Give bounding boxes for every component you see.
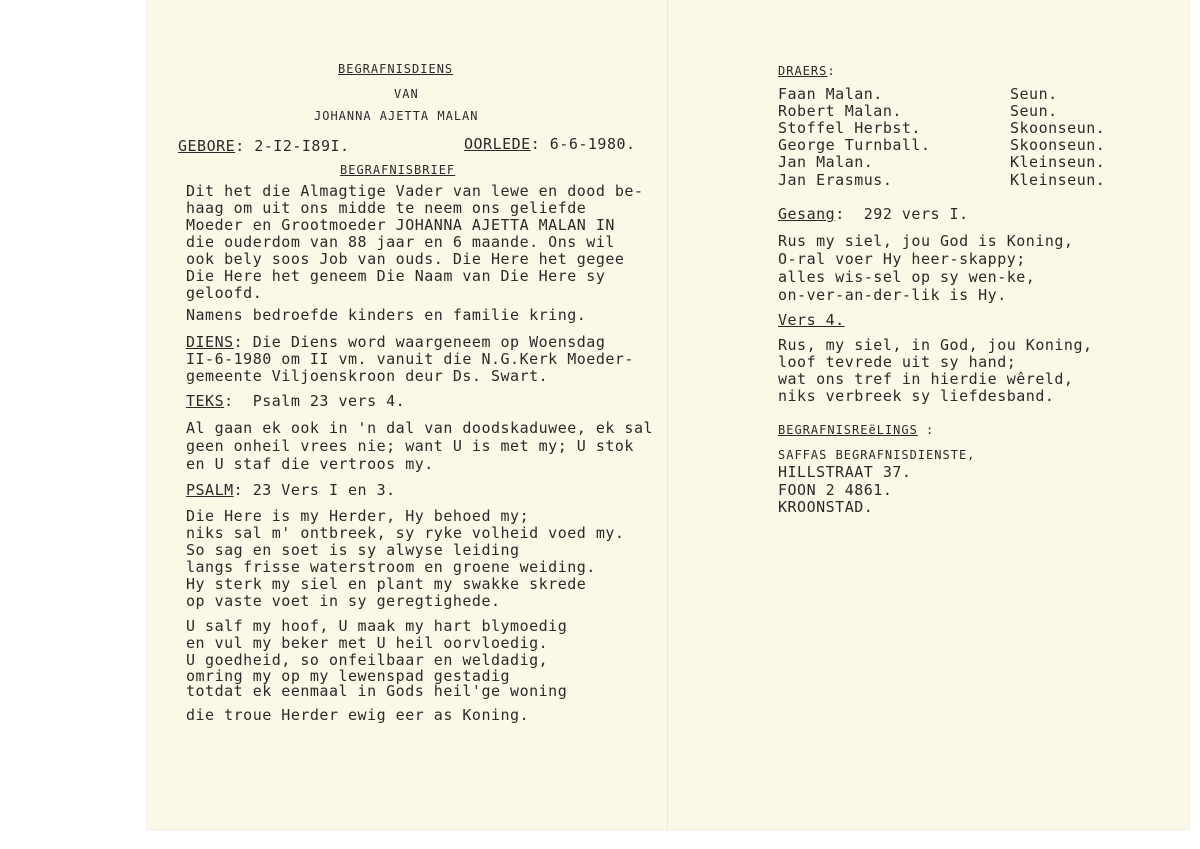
hymn-label: Gesang [778,205,836,223]
psalm-line: op vaste voet in sy geregtighede. [186,592,501,610]
psalm-label: PSALM [186,481,234,499]
hymn-line: alles wis-sel op sy wen-ke, [778,268,1036,286]
hymn-line: Rus my siel, jou God is Koning, [778,232,1074,250]
text-line: en U staf die vertroos my. [186,455,434,473]
service-text: : Die Diens word waargeneem op Woensdag [233,333,606,351]
hymn-line: loof tevrede uit sy hand; [778,353,1017,371]
bearer-relation: Seun. [1010,85,1058,103]
fold-line [667,0,668,830]
hymn-line: wat ons tref in hierdie wêreld, [778,370,1074,388]
notice-line: haag om uit ons midde te neem ons geliefde [186,199,587,217]
funeral-home-line: KROONSTAD. [778,498,874,516]
bearer-name: Jan Erasmus. [778,171,893,189]
notice-line: geloofd. [186,284,263,302]
text-line: Al gaan ek ook in 'n dal van doodskaduwee, ek sal [186,419,654,437]
funeral-home-line: SAFFAS BEGRAFNISDIENSTE, [778,448,976,462]
born-value: : 2-I2-I89I. [235,137,350,155]
funeral-home-line: FOON 2 4861. [778,481,893,499]
bearer-name: Faan Malan. [778,85,883,103]
psalm-reference: : 23 Vers I en 3. [233,481,396,499]
funeral-home-line: HILLSTRAAT 37. [778,463,912,481]
hymn-line: on-ver-an-der-lik is Hy. [778,286,1007,304]
service-line [186,333,605,351]
died-label: OORLEDE [464,135,531,153]
psalm-line: die troue Herder ewig eer as Koning. [186,706,530,724]
text-label: TEKS [186,392,225,410]
notice-line: ook bely soos Job van ouds. Die Here het gegee [186,250,625,268]
text-reference: : Psalm 23 vers 4. [224,392,406,410]
bearer-name: George Turnball. [778,136,931,154]
hymn-line: O-ral voer Hy heer-skappy; [778,250,1026,268]
psalm-line: U goedheid, so onfeilbaar en weldadig, [186,651,549,669]
notice-line: Namens bedroefde kinders en familie kring. [186,306,587,324]
born-line [178,137,350,155]
psalm-line: langs frisse waterstroom en groene weiding. [186,558,596,576]
psalm-line: en vul my beker met U heil oorvloedig. [186,634,549,652]
born-label: GEBORE [178,137,236,155]
notice-line: die ouderdom van 88 jaar en 6 maande. Ons wil [186,233,615,251]
service-line: gemeente Viljoenskroon deur Ds. Swart. [186,367,549,385]
died-line [464,135,636,153]
bearer-relation: Kleinseun. [1010,153,1106,171]
bearer-relation: Skoonseun. [1010,136,1106,154]
hymn-line: Rus, my siel, in God, jou Koning, [778,336,1093,354]
text-line: geen onheil vrees nie; want U is met my; U stok [186,437,634,455]
died-value: : 6-6-1980. [530,135,636,153]
funeral-home-label: BEGRAFNISREëLINGS [778,423,918,437]
document-title: BEGRAFNISDIENS [338,62,454,76]
psalm-line: So sag en soet is sy alwyse leiding [186,541,520,559]
hymn-reference: : 292 vers I. [835,205,969,223]
notice-line: Die Here het geneem Die Naam van Die Here sy [186,267,606,285]
funeral-home-colon: : [917,423,935,437]
service-label: DIENS [186,333,234,351]
psalm-heading [186,481,396,499]
deceased-name: JOHANNA AJETTA MALAN [314,109,479,123]
service-line: II-6-1980 om II vm. vanuit die N.G.Kerk Moeder- [186,350,634,368]
psalm-line: totdat ek eenmaal in Gods heil'ge woning [186,682,568,700]
notice-heading: BEGRAFNISBRIEF [340,163,456,177]
document-van: VAN [394,87,419,101]
funeral-home-heading [778,421,934,439]
bearer-relation: Skoonseun. [1010,119,1106,137]
notice-line: Moeder en Grootmoeder JOHANNA AJETTA MALAN IN [186,216,615,234]
hymn-verse4-label: Vers 4. [778,311,845,329]
bearer-name: Jan Malan. [778,153,874,171]
hymn-heading [778,205,969,223]
bearers-heading [778,62,836,80]
psalm-line: U salf my hoof, U maak my hart blymoedig [186,617,568,635]
text-heading [186,392,405,410]
notice-line: Dit het die Almagtige Vader van lewe en dood be- [186,182,644,200]
bearer-name: Robert Malan. [778,102,902,120]
bearer-relation: Seun. [1010,102,1058,120]
psalm-line: niks sal m' ontbreek, sy ryke volheid voed my. [186,524,625,542]
bearer-relation: Kleinseun. [1010,171,1106,189]
psalm-line: Hy sterk my siel en plant my swakke skrede [186,575,587,593]
bearers-colon: : [827,64,836,78]
psalm-line: Die Here is my Herder, Hy behoed my; [186,507,530,525]
hymn-line: niks verbreek sy liefdesband. [778,387,1055,405]
psalm-line: omring my op my lewenspad gestadig [186,667,511,685]
bearer-name: Stoffel Herbst. [778,119,921,137]
bearers-label: DRAERS [778,64,828,78]
